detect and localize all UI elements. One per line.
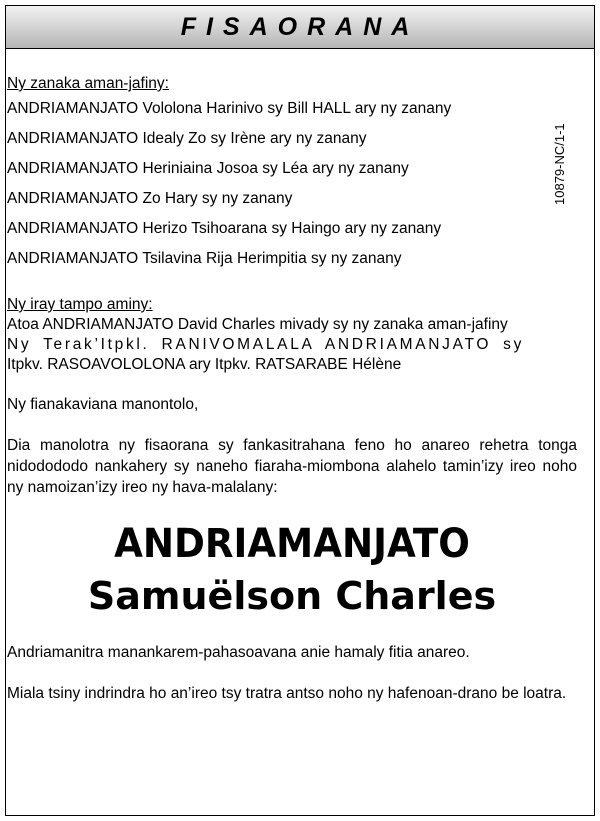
- sibling-line-1: Atoa ANDRIAMANJATO David Charles mivady sy ny zanaka aman-jafiny: [7, 316, 508, 333]
- child-entry: ANDRIAMANJATO Tsilavina Rija Herimpitia sy ny zanany: [7, 250, 402, 267]
- header-banner: [6, 6, 594, 49]
- deceased-name-block: [7, 518, 577, 622]
- siblings-section-title: Ny iray tampo aminy:: [7, 296, 153, 313]
- child-entry: ANDRIAMANJATO Herizo Tsihoarana sy Haingo ary ny zanany: [7, 220, 442, 237]
- sibling-line-3: Itpkv. RASOAVOLOLONA ary Itpkv. RATSARABE Hélène: [7, 356, 402, 373]
- child-entry: ANDRIAMANJATO Idealy Zo sy Irène ary ny zanany: [7, 130, 367, 147]
- notice-body: [7, 74, 577, 704]
- deceased-given-names: Samuëlson Charles: [87, 574, 497, 618]
- deceased-surname: ANDRIAMANJATO: [114, 521, 470, 567]
- apology-paragraph: Miala tsiny indrindra ho an’ireo tsy tratra antso noho ny hafenoan-drano be loatra.: [7, 685, 567, 702]
- blessing-line: Andriamanitra manankarem-pahasoavana anie hamaly fitia anareo.: [7, 644, 470, 661]
- child-entry: ANDRIAMANJATO Vololona Harinivo sy Bill HALL ary ny zanany: [7, 100, 452, 117]
- family-line: Ny fianakaviana manontolo,: [7, 396, 199, 413]
- thanks-paragraph: Dia manolotra ny fisaorana sy fankasitrahana feno ho anareo rehetra tonga nidodododo nankahery sy naneho fiaraha-miombona alahelo tamin’izy ireo noho ny namoizan’izy ireo ny hava-malalany:: [7, 437, 577, 496]
- sibling-line-2: Ny Terak’Itpkl. RANIVOMALALA ANDRIAMANJATO sy: [7, 336, 525, 353]
- page-title: FISAORANA: [180, 12, 420, 41]
- reference-code: 10879-NC/1-1: [552, 123, 567, 205]
- child-entry: ANDRIAMANJATO Zo Hary sy ny zanany: [7, 190, 293, 207]
- children-section-title: Ny zanaka aman-jafiny:: [7, 75, 169, 92]
- child-entry: ANDRIAMANJATO Heriniaina Josoa sy Léa ary ny zanany: [7, 160, 409, 177]
